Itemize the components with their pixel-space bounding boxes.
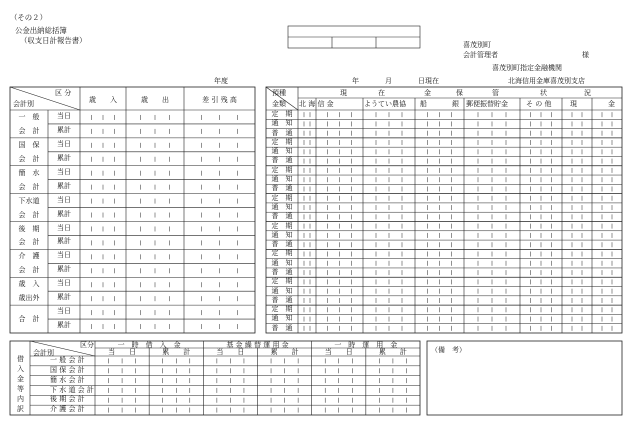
bank-col-4: 郵便振替貯金 xyxy=(466,100,508,108)
account-name2-2: 会 計 xyxy=(18,182,40,191)
deposit-kind-16: 通 知 xyxy=(271,258,293,267)
sub-total-7: 累計 xyxy=(57,321,71,330)
sub-today-3: 当日 xyxy=(57,195,71,204)
side-label-2: 金 xyxy=(17,375,24,383)
col-header-0: 歳 入 xyxy=(89,96,117,104)
loan-sub-2-0: 当 日 xyxy=(324,348,353,356)
deposit-kind-6: 定 期 xyxy=(271,165,293,174)
loan-sub-2-1: 累 計 xyxy=(378,348,407,356)
account-name-3: 下水道 xyxy=(18,196,40,205)
status-group-5: 状 xyxy=(540,89,547,97)
account-name2-0: 会 計 xyxy=(18,126,40,135)
sama-label: 様 xyxy=(582,51,589,59)
deposit-kind-11: 普 通 xyxy=(271,212,293,221)
loan-group-2: 一 時 運 用 金 xyxy=(334,341,398,349)
account-name2-6: 歳出外 xyxy=(18,294,40,303)
deposit-kind-9: 定 期 xyxy=(271,193,293,202)
manager-label: 会計管理者 xyxy=(463,51,498,59)
status-group-4: 管 xyxy=(492,89,499,97)
side-label-5: 訳 xyxy=(17,405,24,413)
account-name-5: 介 護 xyxy=(18,252,40,261)
deposit-kind-14: 普 通 xyxy=(271,240,293,249)
deposit-kind-22: 通 知 xyxy=(271,314,293,323)
bottom-kaikeibetsu-label: 会計別 xyxy=(33,349,54,357)
side-label-1: 入 xyxy=(17,365,24,373)
bank-col-0: 北 海 信 金 xyxy=(299,100,334,108)
deposit-kind-18: 定 期 xyxy=(271,277,293,286)
deposit-kind-23: 普 通 xyxy=(271,323,293,332)
sub-today-7: 当日 xyxy=(57,307,71,316)
deposit-kind-5: 普 通 xyxy=(271,156,293,165)
deposit-kind-1: 通 知 xyxy=(271,119,293,128)
fiscal-year-label: 年度 xyxy=(214,77,228,85)
form-subtitle: （収支日計報告書） xyxy=(20,36,87,45)
loan-sub-0-1: 累 計 xyxy=(162,348,191,356)
col-header-2: 差 引 残 高 xyxy=(202,96,237,104)
sub-total-0: 累計 xyxy=(57,125,71,134)
year-label: 年 xyxy=(352,77,359,85)
deposit-kind-4: 通 知 xyxy=(271,147,293,156)
deposit-kind-3: 定 期 xyxy=(271,137,293,146)
deposit-kind-13: 通 知 xyxy=(271,230,293,239)
sub-total-6: 累計 xyxy=(57,293,71,302)
deposit-kind-0: 定 期 xyxy=(271,110,293,118)
sub-today-5: 当日 xyxy=(57,251,71,260)
sub-total-2: 累計 xyxy=(57,181,71,190)
bank-name: 北海信用金庫喜茂別支店 xyxy=(508,77,585,85)
loan-account-0: 一 般 会 計 xyxy=(50,356,85,364)
account-name2-5: 会 計 xyxy=(18,266,40,275)
deposit-kind-20: 普 通 xyxy=(271,295,293,304)
deposit-kind-15: 定 期 xyxy=(271,249,293,258)
account-name-1: 国 保 xyxy=(18,140,40,149)
col-header-1: 歳 出 xyxy=(141,96,169,104)
sub-total-3: 累計 xyxy=(57,209,71,218)
status-group-6: 況 xyxy=(584,89,591,97)
designated-bank-label: 喜茂別町指定金融機関 xyxy=(492,64,562,72)
sub-today-0: 当日 xyxy=(57,112,71,120)
side-label-0: 借 xyxy=(17,355,24,363)
account-name-4: 後 期 xyxy=(18,224,40,233)
kinrui-label: 金類 xyxy=(272,100,286,108)
loan-account-3: 下 水 道 会 計 xyxy=(50,385,94,394)
loan-sub-1-1: 累 計 xyxy=(270,348,299,356)
bottom-kubun-label: 区分 xyxy=(80,341,94,349)
sub-total-1: 累計 xyxy=(57,153,71,162)
deposit-kind-12: 定 期 xyxy=(271,221,293,230)
sub-today-4: 当日 xyxy=(57,223,71,232)
sub-today-6: 当日 xyxy=(57,279,71,288)
page-number-label: （その２） xyxy=(10,13,47,22)
loan-sub-1-0: 当 日 xyxy=(216,348,245,356)
bank-col-7: 金 xyxy=(608,100,615,108)
sub-total-5: 累計 xyxy=(57,265,71,274)
sub-today-1: 当日 xyxy=(57,139,71,148)
side-label-3: 等 xyxy=(17,385,24,393)
bank-col-2: 船 xyxy=(420,100,427,108)
remarks-label: （備 考） xyxy=(431,346,466,354)
account-name-6: 歳 入 xyxy=(18,280,40,289)
account-name2-4: 会 計 xyxy=(18,238,40,247)
account-name-0: 一 般 xyxy=(18,113,40,121)
shurui-label: 預種 xyxy=(272,89,286,97)
status-group-3: 保 xyxy=(456,89,463,97)
town-name: 喜茂別町 xyxy=(463,41,491,49)
loan-group-0: 一 時 借 入 金 xyxy=(117,341,181,349)
loan-account-4: 後 期 会 計 xyxy=(50,395,85,404)
loan-account-2: 簡 水 会 計 xyxy=(50,375,85,384)
month-label: 月 xyxy=(385,77,392,85)
status-group-2: 金 xyxy=(424,89,431,97)
loan-group-1: 基 金 繰 替 運 用 金 xyxy=(226,341,289,349)
deposit-kind-21: 定 期 xyxy=(271,305,293,314)
sub-total-4: 累計 xyxy=(57,237,71,246)
status-group-0: 現 xyxy=(340,89,347,97)
deposit-kind-2: 普 通 xyxy=(271,128,293,137)
deposit-kind-8: 普 通 xyxy=(271,184,293,193)
account-name-2: 簡 水 xyxy=(18,168,40,177)
bank-col-3: 銀 xyxy=(452,100,459,108)
status-group-1: 在 xyxy=(378,89,385,97)
as-of-date-label: 日現在 xyxy=(418,77,439,85)
sub-today-2: 当日 xyxy=(57,167,71,176)
kaikeibetsu-label: 会計別 xyxy=(13,100,34,108)
account-name-7: 合 計 xyxy=(18,315,40,324)
deposit-kind-17: 普 通 xyxy=(271,267,293,276)
form-title: 公金出納総括簿 xyxy=(15,26,67,35)
deposit-kind-7: 通 知 xyxy=(271,175,293,184)
bank-col-6: 現 xyxy=(570,100,577,108)
loan-account-1: 国 保 会 計 xyxy=(50,365,85,374)
loan-sub-0-0: 当 日 xyxy=(108,348,137,356)
deposit-kind-10: 通 知 xyxy=(271,202,293,211)
account-name2-3: 会 計 xyxy=(18,210,40,219)
side-label-4: 内 xyxy=(17,395,24,403)
loan-account-5: 介 護 会 計 xyxy=(50,405,85,414)
kubun-label: 区 分 xyxy=(55,89,72,97)
bank-col-5: そ の 他 xyxy=(526,100,552,108)
bank-col-1: ようてい農協 xyxy=(364,100,406,108)
account-name2-1: 会 計 xyxy=(18,154,40,163)
deposit-kind-19: 通 知 xyxy=(271,286,293,295)
